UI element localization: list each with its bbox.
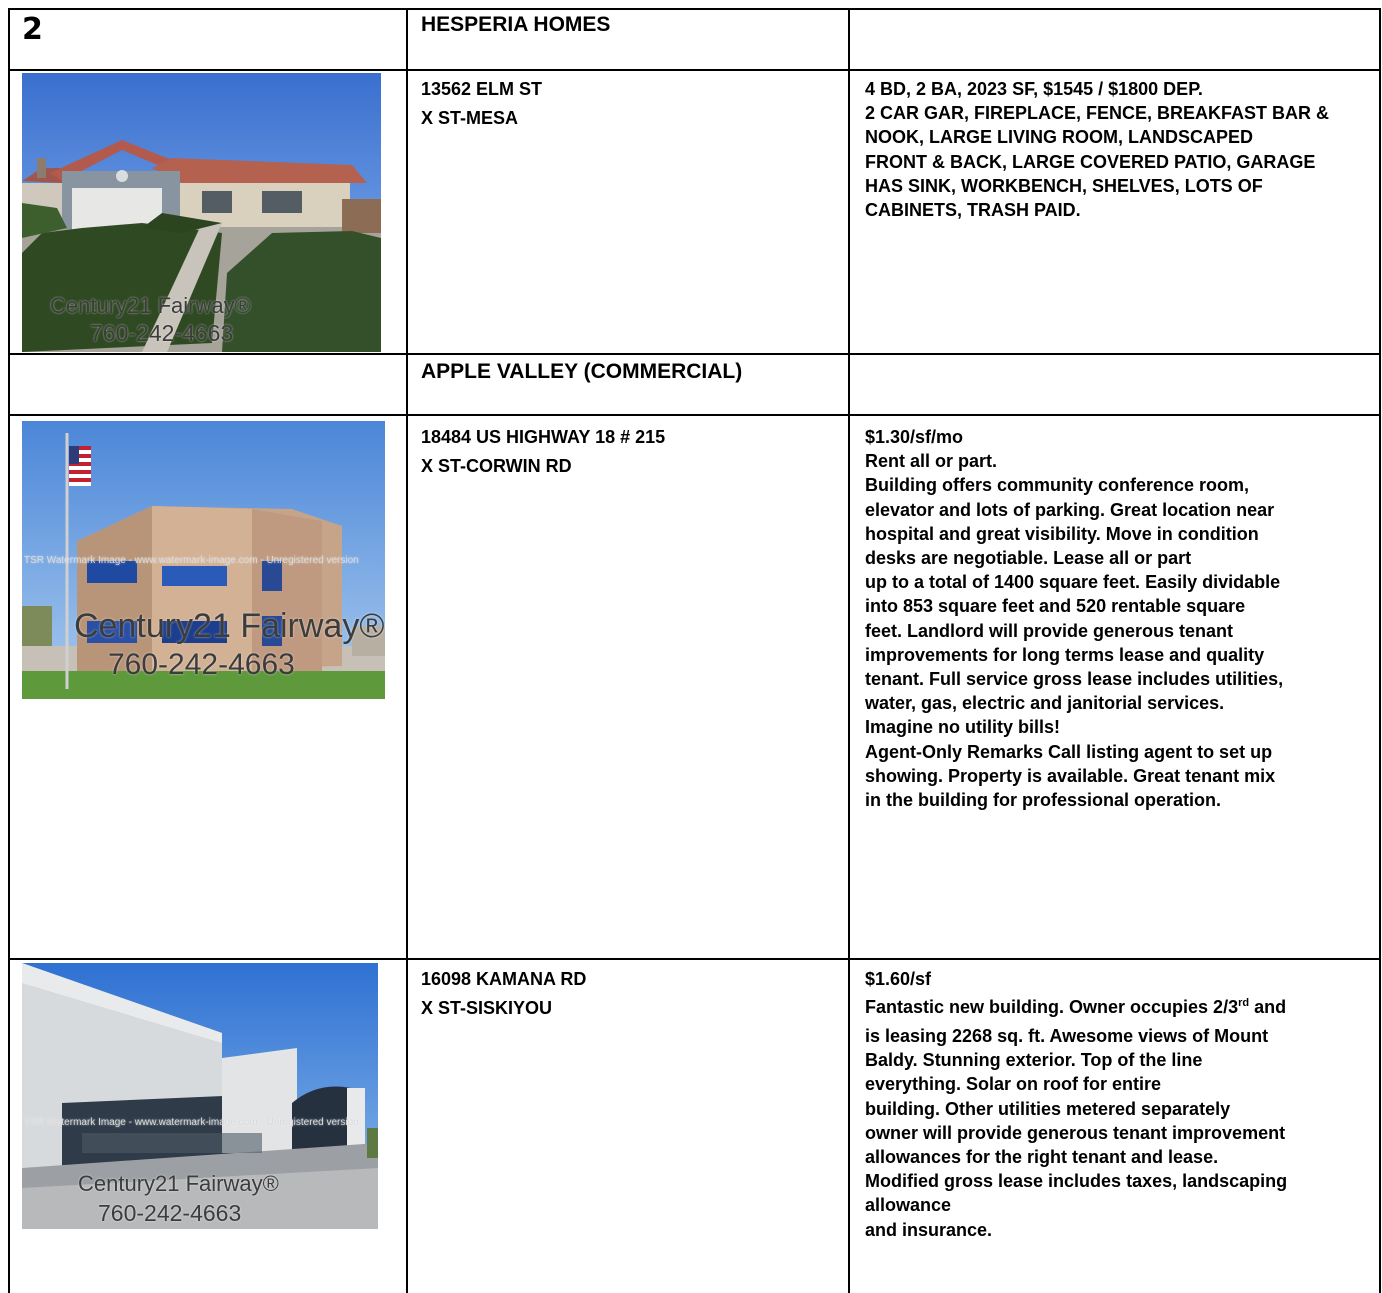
page-number: 2 (22, 12, 43, 47)
listing-address: 16098 KAMANA RD (421, 969, 587, 989)
photo-watermark-company: Century21 Fairway® (50, 293, 251, 318)
listing-details-superscript: rd (1238, 997, 1250, 1009)
table-border-left (8, 8, 10, 1293)
section-title-hesperia: HESPERIA HOMES (421, 13, 611, 36)
listing-details: $1.30/sf/mo Rent all or part. Building offers community conference room, elevator and lots of parking. Great location near hospital and great visibility. Move in condition desks are negotiable. Lease all or part up to a total of 1400 square feet. Easily dividable into 853 square feet and 520 rentable square feet. Landlord will provide generous tenant improvements for long terms lease and quality tenant. Full service gross lease includes utilities, water, gas, electric and janitorial services. Imagine no utility bills! Agent-Only Remarks Call listing agent to set up showing. Property is available. Great tenant mix in the building for professional operation. (865, 427, 1284, 811)
row-divider-4 (8, 958, 1381, 960)
section-title-apple-valley: APPLE VALLEY (COMMERCIAL) (421, 360, 743, 383)
photo-watermark-company: Century21 Fairway® (78, 1171, 279, 1196)
table-border-right (1379, 8, 1381, 1293)
photo-watermark-banner: TSR Watermark Image - www.watermark-image.com - Unregistered version (24, 555, 359, 566)
listing-address: 13562 ELM ST (421, 79, 543, 99)
listing-details-text-end: and (1249, 997, 1287, 1017)
photo-watermark-phone: 760-242-4663 (98, 1200, 242, 1226)
listing-photo-house (22, 73, 381, 352)
listing-cross-street: X ST-CORWIN RD (421, 456, 572, 476)
listing-photo-modern-building (22, 963, 378, 1229)
listing-details-first-line (865, 995, 1375, 1019)
listing-photo-office-building (22, 421, 385, 699)
table-divider-col2 (848, 8, 850, 1293)
row-divider-3 (8, 414, 1381, 416)
listing-cross-street: X ST-MESA (421, 108, 519, 128)
photo-watermark-phone: 760-242-4663 (108, 648, 295, 681)
listing-address: 18484 US HIGHWAY 18 # 215 (421, 427, 666, 447)
listing-details-text: Fantastic new building. Owner occupies 2/3 (865, 997, 1239, 1017)
listing-price: $1.60/sf (865, 969, 932, 989)
table-border-top (8, 8, 1381, 10)
photo-watermark-phone: 760-242-4663 (90, 320, 234, 346)
photo-watermark-banner: TSR Watermark Image - www.watermark-image.com - Unregistered version (24, 1117, 359, 1128)
listing-details: 4 BD, 2 BA, 2023 SF, $1545 / $1800 DEP. 2 CAR GAR, FIREPLACE, FENCE, BREAKFAST BAR & NOOK, LARGE LIVING ROOM, LANDSCAPED FRONT & BACK, LARGE COVERED PATIO, GARAGE HAS SINK, WORKBENCH, SHELVES, LOTS OF CABINETS, TRASH PAID. (865, 79, 1330, 221)
listing-details: is leasing 2268 sq. ft. Awesome views of Mount Baldy. Stunning exterior. Top of the line everything. Solar on roof for entire building. Other utilities metered separately owner will provide generous tenant improvement allowances for the right tenant and lease. Modified gross lease includes taxes, landscaping allowance and insurance. (865, 1026, 1288, 1240)
row-divider-1 (8, 69, 1381, 71)
photo-watermark-company: Century21 Fairway® (74, 607, 385, 645)
table-divider-col1 (406, 8, 408, 1293)
listing-cross-street: X ST-SISKIYOU (421, 998, 553, 1018)
row-divider-2 (8, 353, 1381, 355)
